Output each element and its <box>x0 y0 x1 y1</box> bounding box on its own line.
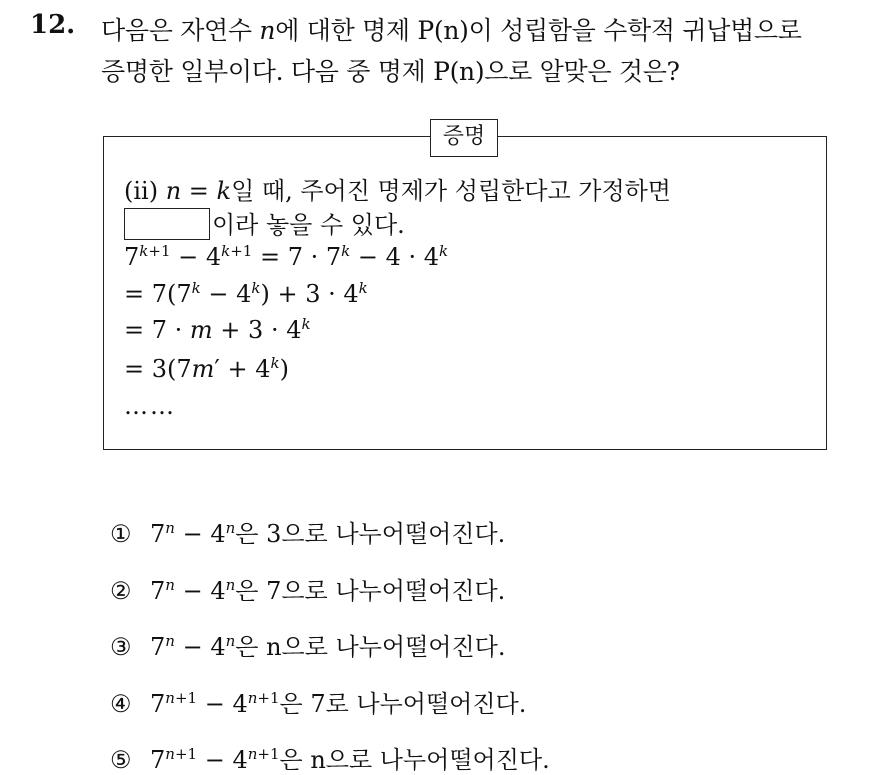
question-line-2: 증명한 일부이다. 다음 중 명제 P(n)으로 알맞은 것은? <box>101 57 680 86</box>
choice-2-number: ② <box>110 577 132 605</box>
choice-2-expr: $7^n - 4^n$ <box>150 576 236 605</box>
choice-4-expr: $7^{n+1} - 4^{n+1}$ <box>150 689 280 718</box>
proof-line-4: = $7(7^k - 4^k) + 3 \cdot 4^k$ <box>124 279 368 308</box>
question-line-1-b: 에 대한 명제 P(n)이 성립함을 수학적 귀납법으로 <box>275 16 802 45</box>
choice-5-number: ⑤ <box>110 746 132 774</box>
proof-title: 증명 <box>430 119 498 157</box>
question-line-1 <box>101 11 802 47</box>
proof-line-2-text: 이라 놓을 수 있다. <box>212 211 405 239</box>
choice-5-text: 은 n으로 나누어떨어진다. <box>279 746 550 774</box>
choice-5[interactable] <box>110 740 550 775</box>
proof-line-3: $7^{k+1} - 4^{k+1} = 7 \cdot 7^k - 4 \cdot 4^k$ <box>124 242 449 271</box>
choice-4-number: ④ <box>110 690 132 718</box>
choice-4-text: 은 7로 나누어떨어진다. <box>279 690 527 718</box>
choice-2[interactable] <box>110 571 505 606</box>
choice-3-expr: $7^n - 4^n$ <box>150 632 236 661</box>
choice-3-text: 은 n으로 나누어떨어진다. <box>235 633 506 661</box>
proof-line-1 <box>124 171 671 206</box>
choice-3[interactable] <box>110 627 505 662</box>
choice-5-expr: $7^{n+1} - 4^{n+1}$ <box>150 745 280 774</box>
choice-2-text: 은 7으로 나누어떨어진다. <box>235 577 506 605</box>
question-line-1-a: 다음은 자연수 <box>101 16 260 45</box>
choice-1-number: ① <box>110 520 132 548</box>
blank-box <box>124 208 210 240</box>
proof-line-1-math: n = k <box>165 177 232 205</box>
proof-line-2 <box>124 205 405 240</box>
proof-line-1-a: (ii) <box>124 177 166 205</box>
proof-line-6: = $3(7m' + 4^k)$ <box>124 354 289 383</box>
choice-1-expr: $7^n - 4^n$ <box>150 519 236 548</box>
proof-line-5: = $7 \cdot m + 3 \cdot 4^k$ <box>124 315 311 344</box>
choice-1-text: 은 3으로 나누어떨어진다. <box>235 520 506 548</box>
variable-n: n <box>259 16 276 45</box>
proof-line-7: …… <box>124 392 176 420</box>
choice-3-number: ③ <box>110 633 132 661</box>
choice-1[interactable] <box>110 514 505 549</box>
question-number: 12. <box>30 10 76 40</box>
choice-4[interactable] <box>110 684 526 719</box>
proof-line-1-b: 일 때, 주어진 명제가 성립한다고 가정하면 <box>231 177 671 205</box>
